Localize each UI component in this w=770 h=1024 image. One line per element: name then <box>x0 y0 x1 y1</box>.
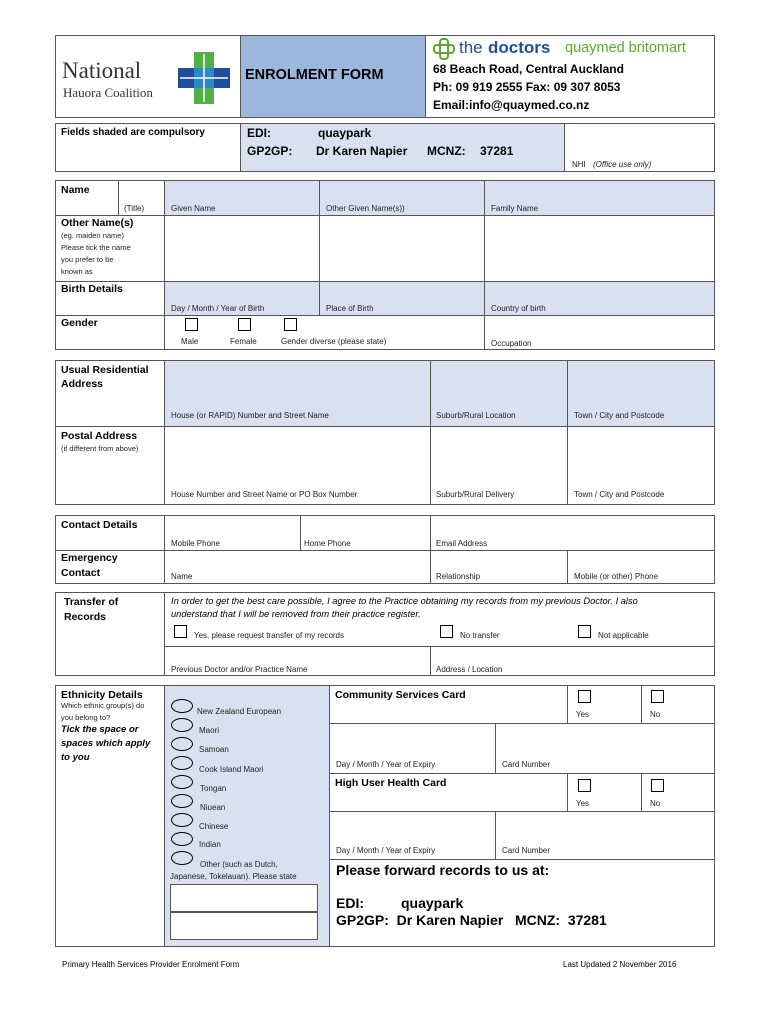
ethnicity-samoan-radio[interactable] <box>171 737 193 751</box>
ethnicity-tongan-radio[interactable] <box>171 775 193 789</box>
transfer-yes-checkbox[interactable] <box>174 625 187 638</box>
transfer-label-1: Transfer of <box>64 596 119 608</box>
emergency-relationship-input[interactable] <box>431 551 566 571</box>
gender-male-checkbox[interactable] <box>185 318 198 331</box>
other-names-hint-2: Please tick the name <box>61 243 131 252</box>
huhc-yes-checkbox[interactable] <box>578 779 591 792</box>
birth-details-label: Birth Details <box>61 283 123 295</box>
family-name-label: Family Name <box>491 204 539 213</box>
email-address-input[interactable] <box>431 516 714 538</box>
footer-right: Last Updated 2 November 2016 <box>563 960 677 969</box>
name-label: Name <box>61 184 90 196</box>
residential-street-label: House (or RAPID) Number and Street Name <box>171 411 329 420</box>
transfer-no-checkbox[interactable] <box>440 625 453 638</box>
huhc-card-number-label: Card Number <box>502 846 551 855</box>
ethnicity-other-label-1: Other (such as Dutch, <box>200 860 278 869</box>
gender-label: Gender <box>61 317 98 329</box>
ethnicity-other-label-2: Japanese, Tokelauan). Please state <box>170 872 297 881</box>
ethnicity-maori-radio[interactable] <box>171 718 193 732</box>
gender-male-label: Male <box>181 337 199 346</box>
doctors-logo-clinic: quaymed britomart <box>565 40 686 56</box>
ethnicity-nz-european-radio[interactable] <box>171 699 193 713</box>
country-of-birth-input[interactable] <box>485 282 714 302</box>
edi-value: quaypark <box>318 126 372 140</box>
huhc-no-checkbox[interactable] <box>651 779 664 792</box>
ethnicity-hint-2: you belong to? <box>61 713 111 722</box>
mobile-phone-input[interactable] <box>165 516 299 538</box>
form-title: ENROLMENT FORM <box>245 67 384 83</box>
forward-gp2gp-line: GP2GP: Dr Karen Napier MCNZ: 37281 <box>336 912 607 928</box>
ethnicity-indian-label: Indian <box>199 840 221 849</box>
forward-edi-label: EDI: <box>336 895 364 911</box>
postal-town-label: Town / City and Postcode <box>574 490 665 499</box>
emergency-name-label: Name <box>171 572 193 581</box>
postal-suburb-label: Suburb/Rural Delivery <box>436 490 515 499</box>
gender-diverse-label: Gender diverse (please state) <box>281 337 387 346</box>
edi-label: EDI: <box>247 126 271 140</box>
home-phone-input[interactable] <box>301 516 429 538</box>
postal-suburb-input[interactable] <box>431 427 566 487</box>
ethnicity-other-input-2[interactable] <box>170 912 318 940</box>
residential-town-label: Town / City and Postcode <box>574 411 665 420</box>
postal-town-input[interactable] <box>568 427 714 487</box>
huhc-no-label: No <box>650 799 661 808</box>
residential-label-2: Address <box>61 378 104 390</box>
ethnicity-cook-island-label: Cook Island Maori <box>199 765 264 774</box>
practice-email: Email:info@quaymed.co.nz <box>433 98 590 112</box>
ethnicity-other-radio[interactable] <box>171 851 193 865</box>
practice-phone-fax: Ph: 09 919 2555 Fax: 09 307 8053 <box>433 80 621 94</box>
dob-input[interactable] <box>165 282 318 302</box>
nhc-logo <box>62 58 237 108</box>
doctors-logo-the: the <box>459 38 483 57</box>
ethnicity-tongan-label: Tongan <box>200 784 227 793</box>
ethnicity-indian-radio[interactable] <box>171 832 193 846</box>
other-names-input-1[interactable] <box>165 216 318 280</box>
transfer-consent-1: In order to get the best care possible, I agree to the Practice obtaining my records from my previous Doctor. I also <box>171 596 638 606</box>
csc-no-checkbox[interactable] <box>651 690 664 703</box>
ethnicity-other-input-1[interactable] <box>170 884 318 912</box>
residential-suburb-label: Suburb/Rural Location <box>436 411 516 420</box>
ethnicity-instruction-1: Tick the space or <box>61 724 139 735</box>
other-given-name-label: Other Given Name(s)) <box>326 204 405 213</box>
postal-address-hint: (if different from above) <box>61 444 139 453</box>
gender-female-checkbox[interactable] <box>238 318 251 331</box>
ethnicity-samoan-label: Samoan <box>199 745 229 754</box>
occupation-input[interactable] <box>485 316 714 338</box>
csc-no-label: No <box>650 710 661 719</box>
transfer-label-2: Records <box>64 611 107 623</box>
residential-street-input[interactable] <box>165 361 429 409</box>
given-name-label: Given Name <box>171 204 216 213</box>
emergency-label-2: Contact <box>61 567 101 579</box>
mcnz-label: MCNZ: <box>427 144 466 158</box>
home-phone-label: Home Phone <box>304 539 351 548</box>
huhc-card-number-input[interactable] <box>496 812 714 844</box>
email-address-label: Email Address <box>436 539 488 548</box>
ethnicity-hint-1: Which ethnic group(s) do <box>61 701 145 710</box>
doctors-logo <box>432 38 712 62</box>
previous-doctor-input[interactable] <box>165 647 429 663</box>
gp2gp-label: GP2GP: <box>247 144 293 158</box>
csc-expiry-input[interactable] <box>330 724 494 758</box>
csc-yes-label: Yes <box>576 710 590 719</box>
doctors-logo-doctors: doctors <box>488 38 551 57</box>
huhc-expiry-input[interactable] <box>330 812 494 844</box>
nhi-note: (Office use only) <box>593 160 652 169</box>
nhc-cross-icon <box>176 50 232 106</box>
other-names-hint-1: (eg. maiden name) <box>61 231 124 240</box>
nhi-label: NHI <box>572 160 586 169</box>
footer-left: Primary Health Services Provider Enrolment Form <box>62 960 240 969</box>
ethnicity-chinese-radio[interactable] <box>171 813 193 827</box>
emergency-phone-input[interactable] <box>568 551 714 571</box>
nhc-logo-line2: Hauora Coalition <box>63 85 153 100</box>
ethnicity-instruction-3: to you <box>61 752 90 763</box>
postal-street-label: House Number and Street Name or PO Box Number <box>171 490 358 499</box>
doctors-logo-icon <box>432 38 458 60</box>
other-names-hint-4: known as <box>61 267 93 276</box>
family-name-input[interactable] <box>485 181 714 203</box>
ethnicity-chinese-label: Chinese <box>199 822 229 831</box>
ethnicity-label: Ethnicity Details <box>61 689 143 701</box>
ethnicity-cook-island-radio[interactable] <box>171 756 193 770</box>
country-of-birth-label: Country of birth <box>491 304 546 313</box>
csc-expiry-label: Day / Month / Year of Expiry <box>336 760 436 769</box>
transfer-consent-2: understand that I will be removed from their practice register. <box>171 609 421 619</box>
postal-street-input[interactable] <box>165 427 429 487</box>
ethnicity-niuean-label: Niuean <box>200 803 226 812</box>
residential-town-input[interactable] <box>568 361 714 409</box>
transfer-yes-label: Yes, please request transfer of my records <box>194 631 344 640</box>
forward-heading: Please forward records to us at: <box>336 862 550 878</box>
other-names-label: Other Name(s) <box>61 217 134 229</box>
transfer-na-label: Not applicable <box>598 631 649 640</box>
transfer-no-label: No transfer <box>460 631 500 640</box>
other-names-input-2[interactable] <box>320 216 483 280</box>
compulsory-note: Fields shaded are compulsory <box>61 127 205 138</box>
emergency-phone-label: Mobile (or other) Phone <box>574 572 659 581</box>
emergency-label-1: Emergency <box>61 552 118 564</box>
csc-label: Community Services Card <box>335 689 466 701</box>
previous-address-label: Address / Location <box>436 665 503 674</box>
huhc-yes-label: Yes <box>576 799 590 808</box>
residential-label-1: Usual Residential <box>61 364 149 376</box>
ethnicity-nz-european-label: New Zealand European <box>197 707 282 716</box>
title-label: (Title) <box>124 204 145 213</box>
huhc-label: High User Health Card <box>335 777 447 789</box>
gender-diverse-checkbox[interactable] <box>284 318 297 331</box>
gender-female-label: Female <box>230 337 257 346</box>
mcnz-value: 37281 <box>480 144 514 158</box>
gp2gp-value: Dr Karen Napier <box>316 144 408 158</box>
place-of-birth-label: Place of Birth <box>326 304 374 313</box>
transfer-na-checkbox[interactable] <box>578 625 591 638</box>
nhi-input[interactable] <box>565 124 714 157</box>
huhc-expiry-label: Day / Month / Year of Expiry <box>336 846 436 855</box>
dob-label: Day / Month / Year of Birth <box>171 304 265 313</box>
ethnicity-niuean-radio[interactable] <box>171 794 193 808</box>
practice-address: 68 Beach Road, Central Auckland <box>433 62 624 76</box>
csc-card-number-label: Card Number <box>502 760 551 769</box>
occupation-label: Occupation <box>491 339 532 348</box>
ethnicity-instruction-2: spaces which apply <box>61 738 151 749</box>
residential-suburb-input[interactable] <box>431 361 566 409</box>
other-names-input-3[interactable] <box>485 216 714 280</box>
contact-details-label: Contact Details <box>61 519 138 531</box>
place-of-birth-input[interactable] <box>320 282 483 302</box>
other-names-hint-3: you prefer to be <box>61 255 114 264</box>
previous-doctor-label: Previous Doctor and/or Practice Name <box>171 665 308 674</box>
mobile-phone-label: Mobile Phone <box>171 539 220 548</box>
csc-card-number-input[interactable] <box>496 724 714 758</box>
forward-edi-value: quaypark <box>401 895 464 911</box>
given-name-input[interactable] <box>165 181 318 203</box>
postal-address-label: Postal Address <box>61 430 138 442</box>
csc-yes-checkbox[interactable] <box>578 690 591 703</box>
nhc-logo-line1: National <box>62 58 142 83</box>
other-given-name-input[interactable] <box>320 181 483 203</box>
previous-address-input[interactable] <box>431 647 714 663</box>
ethnicity-maori-label: Maori <box>199 726 220 735</box>
emergency-relationship-label: Relationship <box>436 572 481 581</box>
emergency-name-input[interactable] <box>165 551 429 571</box>
